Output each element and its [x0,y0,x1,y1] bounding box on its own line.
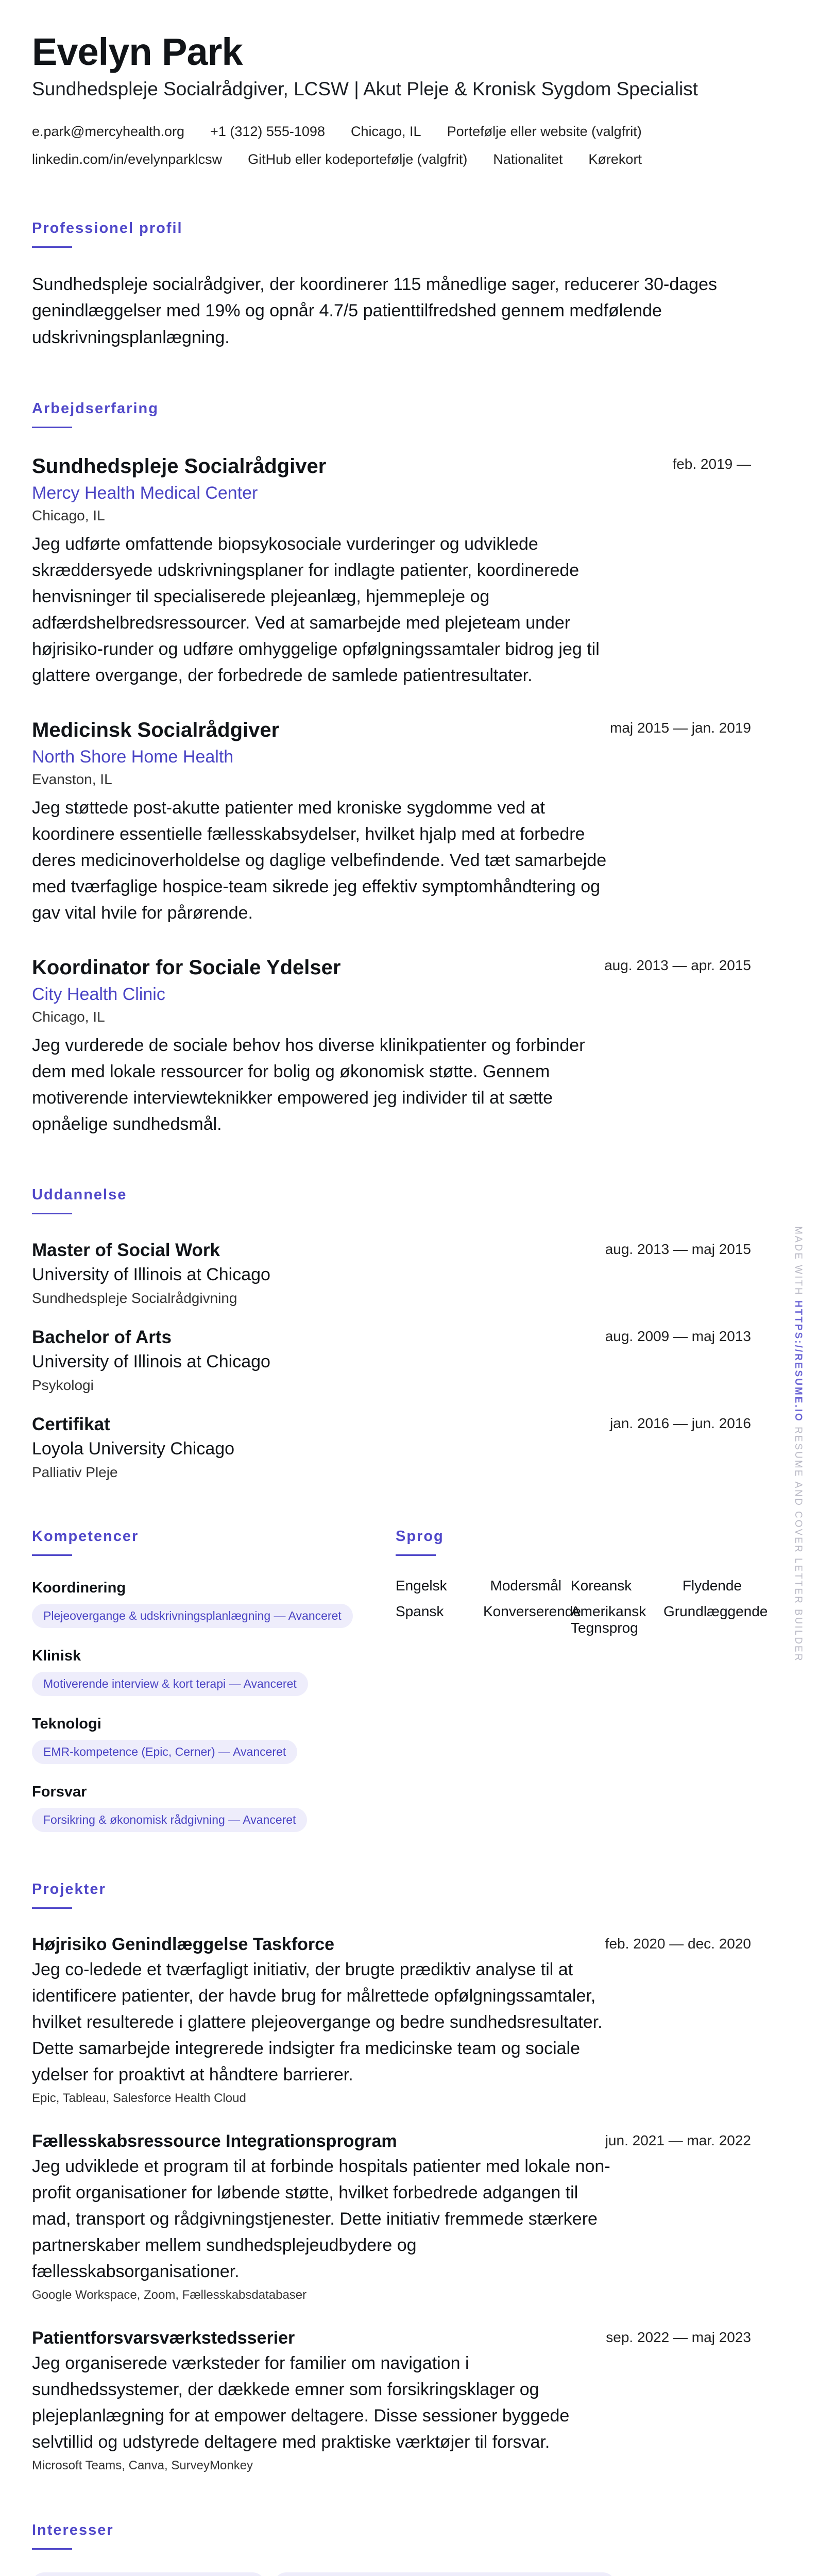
skill-category: Klinisk [32,1647,81,1664]
education-entry [32,1327,751,1394]
section-title: Sprog [396,1528,444,1545]
contact-list [32,120,751,171]
education-school: University of Illinois at Chicago [32,1351,270,1371]
contact-portfolio[interactable]: Portefølje eller website (valgfrit) [447,123,642,139]
education-dates: jan. 2016 — jun. 2016 [610,1415,751,1431]
section-divider [32,427,72,428]
builder-watermark [792,1226,804,1662]
language-level: Konverserende [483,1603,581,1619]
candidate-headline: Sundhedspleje Socialrådgiver, LCSW | Akut Pleje & Kronisk Sygdom Specialist [32,78,698,99]
experience-section [32,400,751,1138]
contact-location: Chicago, IL [350,123,421,139]
project-dates: feb. 2020 — dec. 2020 [605,1935,751,1952]
section-divider [32,1907,72,1909]
contact-drivers-license: Kørekort [588,151,642,167]
section-title: Professionel profil [32,219,183,236]
section-title: Arbejdserfaring [32,400,159,417]
candidate-name: Evelyn Park [32,30,243,73]
skill-pill: EMR-kompetence (Epic, Cerner) — Avanceret [32,1740,297,1764]
job-company: Mercy Health Medical Center [32,483,258,503]
job-description: Jeg vurderede de sociale behov hos diverse klinikpatienter og forbinder dem med lokale ressourcer for bolig og økonomisk støtte. Gennem motiverende interviewteknikker empowered jeg individer til at sætte opnåelige sundhedsmål. [32,1035,585,1134]
education-entry [32,1240,751,1307]
interest-pill [32,2572,265,2576]
section-divider [396,1554,436,1556]
job-description: Jeg støttede post-akutte patienter med kroniske sygdomme ved at koordinere essentielle fællesskabsydelser, hvilket hjalp med at forbedre deres medicinoverholdelse og daglige velbefindende. Ved tæt samarbejde med tværfaglige hospice-team sikrede jeg effektiv symptomhåndtering og gav vital hvile for pårørende. [32,798,607,923]
languages-section [396,1528,768,1832]
job-entry [32,956,751,1138]
project-title: Fællesskabsressource Integrationsprogram [32,2131,397,2151]
education-school: University of Illinois at Chicago [32,1264,270,1284]
skill-category: Teknologi [32,1715,101,1732]
section-divider [32,1554,72,1556]
education-section [32,1187,751,1481]
job-entry [32,719,751,926]
project-dates: jun. 2021 — mar. 2022 [605,2132,751,2148]
skill-category: Forsvar [32,1783,87,1800]
project-description: Jeg organiserede værksteder for familier om navigation i sundhedssystemer, der dækkede emner som forsikringsklager og plejeplanlægning for at empower deltagere. Disse sessioner byggede selvtillid og udstyrede deltagere med praktiske værktøjer til forsvar. [32,2353,570,2452]
skill-pill: Plejeovergange & udskrivningsplanlægning — Avanceret [32,1604,353,1628]
job-location: Chicago, IL [32,507,105,523]
project-entry [32,2131,751,2302]
watermark-suffix: RESUME AND COVER LETTER BUILDER [793,1427,804,1663]
skill-pill: Forsikring & økonomisk rådgivning — Avanceret [32,1808,307,1832]
job-title: Sundhedspleje Socialrådgiver [32,454,327,478]
language-name: Engelsk [396,1577,447,1594]
section-divider [32,246,72,248]
skill-group [32,1648,396,1696]
project-title: Højrisiko Genindlæggelse Taskforce [32,1934,334,1954]
projects-section [32,1881,751,2473]
education-dates: aug. 2013 — maj 2015 [605,1241,751,1257]
profile-summary: Sundhedspleje socialrådgiver, der koordinerer 115 månedlige sager, reducerer 30-dages genindlæggelser med 19% og opnår 4.7/5 patienttilfredshed gennem medfølende udskrivningsplanlægning. [32,274,717,348]
education-dates: aug. 2009 — maj 2013 [605,1328,751,1344]
language-name: Amerikansk Tegnsprog [571,1603,646,1636]
project-tech: Google Workspace, Zoom, Fællesskabsdatabaser [32,2287,307,2302]
language-name: Koreansk [571,1577,632,1594]
interests-list [32,2565,743,2576]
language-name: Spansk [396,1603,444,1619]
job-dates: aug. 2013 — apr. 2015 [604,957,751,973]
project-entry [32,2328,751,2473]
contact-linkedin[interactable]: linkedin.com/in/evelynparklcsw [32,151,223,167]
watermark-link[interactable]: HTTPS://RESUME.IO [793,1300,804,1422]
job-location: Chicago, IL [32,1008,105,1025]
education-degree: Certifikat [32,1414,110,1434]
project-dates: sep. 2022 — maj 2023 [606,2329,751,2345]
skill-category: Koordinering [32,1579,126,1596]
education-field: Sundhedspleje Socialrådgivning [32,1290,237,1306]
language-level: Modersmål [490,1577,561,1594]
job-title: Koordinator for Sociale Ydelser [32,956,341,979]
section-divider [32,1213,72,1214]
education-field: Psykologi [32,1377,94,1393]
contact-email[interactable]: e.park@mercyhealth.org [32,123,185,139]
section-title: Uddannelse [32,1186,127,1203]
skills-languages-row [32,1528,768,1832]
languages-grid [396,1577,768,1636]
watermark-prefix: MADE WITH [793,1226,804,1296]
job-description: Jeg udførte omfattende biopsykosociale vurderinger og udviklede skræddersyede udskrivningsplaner for indlagte patienter, koordinerede henvisninger til specialiserede plejeanlæg, hjemmepleje og adfærdshelbredsressourcer. Ved at samarbejde med plejeteam under højrisiko-runder og udføre omhyggelige opfølgningssamtaler bidrog jeg til glattere overgange, der forbedrede de samlede patientresultater. [32,534,600,685]
contact-nationality: Nationalitet [493,151,563,167]
skill-group [32,1784,396,1832]
education-degree: Master of Social Work [32,1240,220,1260]
project-description: Jeg co-ledede et tværfagligt initiativ, der brugte prædiktiv analyse til at identificere patienter, der havde brug for målrettede opfølgningssamtaler, hvilket resulterede i glattere plejeovergange og bedre sundhedsresultater. Dette samarbejde integrerede indsigter fra medicinske team og sociale ydelser for proaktivt at håndtere barrierer. [32,1959,603,2084]
section-title: Projekter [32,1880,106,1897]
project-title: Patientforsvarsværkstedsserier [32,2328,295,2348]
section-title: Kompetencer [32,1528,139,1545]
language-level: Flydende [682,1577,742,1594]
job-location: Evanston, IL [32,771,112,787]
section-title: Interesser [32,2521,114,2538]
job-entry [32,455,751,689]
skill-group [32,1716,396,1764]
profile-section [32,220,751,351]
skill-pill: Motiverende interview & kort terapi — Avanceret [32,1672,308,1696]
project-entry [32,1935,751,2106]
job-dates: maj 2015 — jan. 2019 [610,719,751,736]
project-description: Jeg udviklede et program til at forbinde hospitals patienter med lokale non-profit organisationer for løbende støtte, hvilket forbedrede adgangen til mad, transport og rådgivningstjenester. Dette initiativ fremmede stærkere partnerskaber mellem sundhedsplejeudbydere og fællesskabsorganisationer. [32,2156,610,2281]
interest-pill [274,2572,615,2576]
project-tech: Microsoft Teams, Canva, SurveyMonkey [32,2458,253,2472]
project-tech: Epic, Tableau, Salesforce Health Cloud [32,2091,246,2105]
education-field: Palliativ Pleje [32,1464,118,1480]
contact-phone[interactable]: +1 (312) 555-1098 [210,123,325,139]
interests-section [32,2522,751,2576]
skills-section [32,1528,396,1832]
language-level: Grundlæggende [663,1603,768,1619]
job-title: Medicinsk Socialrådgiver [32,718,280,741]
education-school: Loyola University Chicago [32,1438,235,1459]
job-company: City Health Clinic [32,984,165,1004]
job-company: North Shore Home Health [32,747,234,767]
contact-github[interactable]: GitHub eller kodeportefølje (valgfrit) [248,151,468,167]
education-degree: Bachelor of Arts [32,1327,172,1347]
section-divider [32,2548,72,2550]
skill-group [32,1580,396,1628]
education-entry [32,1414,751,1481]
job-dates: feb. 2019 — [672,455,751,472]
